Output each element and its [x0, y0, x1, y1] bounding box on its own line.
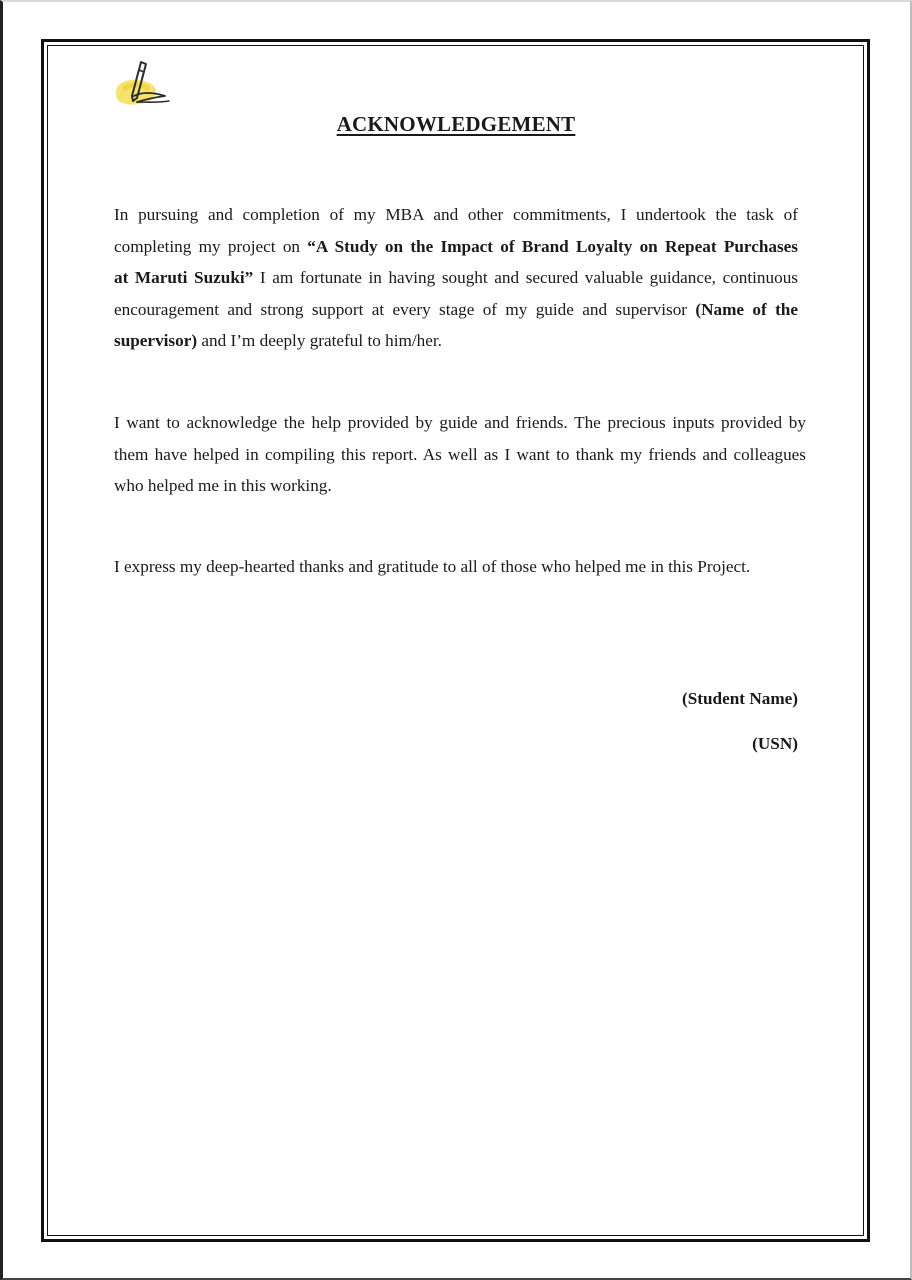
paragraph-1-line-5 [114, 325, 798, 357]
project-title-part-1: “A Study on the Impact of Brand Loyalty on Repeat Purchases [307, 236, 798, 256]
paragraph-3-line-1: I express my deep-hearted thanks and gratitude to all of those who helped me in this Project. [114, 557, 751, 576]
paragraph-2-line-1: I want to acknowledge the help provided by guide and friends. The precious inputs provided by [114, 413, 806, 432]
paragraph-1-line-4-text: encouragement and strong support at every stage of my guide and supervisor [114, 299, 696, 319]
paragraph-1-line-5-text: and I’m deeply grateful to him/her. [197, 331, 442, 350]
paragraph-1 [114, 199, 798, 357]
student-name-placeholder: (Student Name) [681, 689, 798, 708]
page-title: ACKNOWLEDGEMENT [336, 112, 576, 136]
paragraph-3 [114, 551, 806, 583]
supervisor-placeholder-part-2: supervisor) [114, 331, 198, 350]
usn-placeholder: (USN) [752, 734, 798, 753]
paragraph-1-line-4 [114, 294, 798, 326]
paragraph-1-line-1: In pursuing and completion of my MBA and other commitments, I undertook the task of [114, 205, 798, 224]
paragraph-2 [114, 407, 806, 502]
paragraph-1-line-3-text: I am fortunate in having sought and secured valuable guidance, continuous [253, 268, 798, 287]
paragraph-1-line-2 [114, 231, 798, 263]
paragraph-2-line-2: them have helped in compiling this report. As well as I want to thank my friends and colleagues [114, 444, 806, 464]
paragraph-1-line-3 [114, 262, 798, 294]
supervisor-placeholder-part-1: (Name of the [695, 299, 798, 319]
paragraph-1-line-2-text: completing my project on [114, 236, 308, 256]
pen-logo-icon [113, 58, 173, 110]
paragraph-2-line-3: who helped me in this working. [114, 476, 332, 495]
project-title-part-2: at Maruti Suzuki” [114, 268, 254, 287]
